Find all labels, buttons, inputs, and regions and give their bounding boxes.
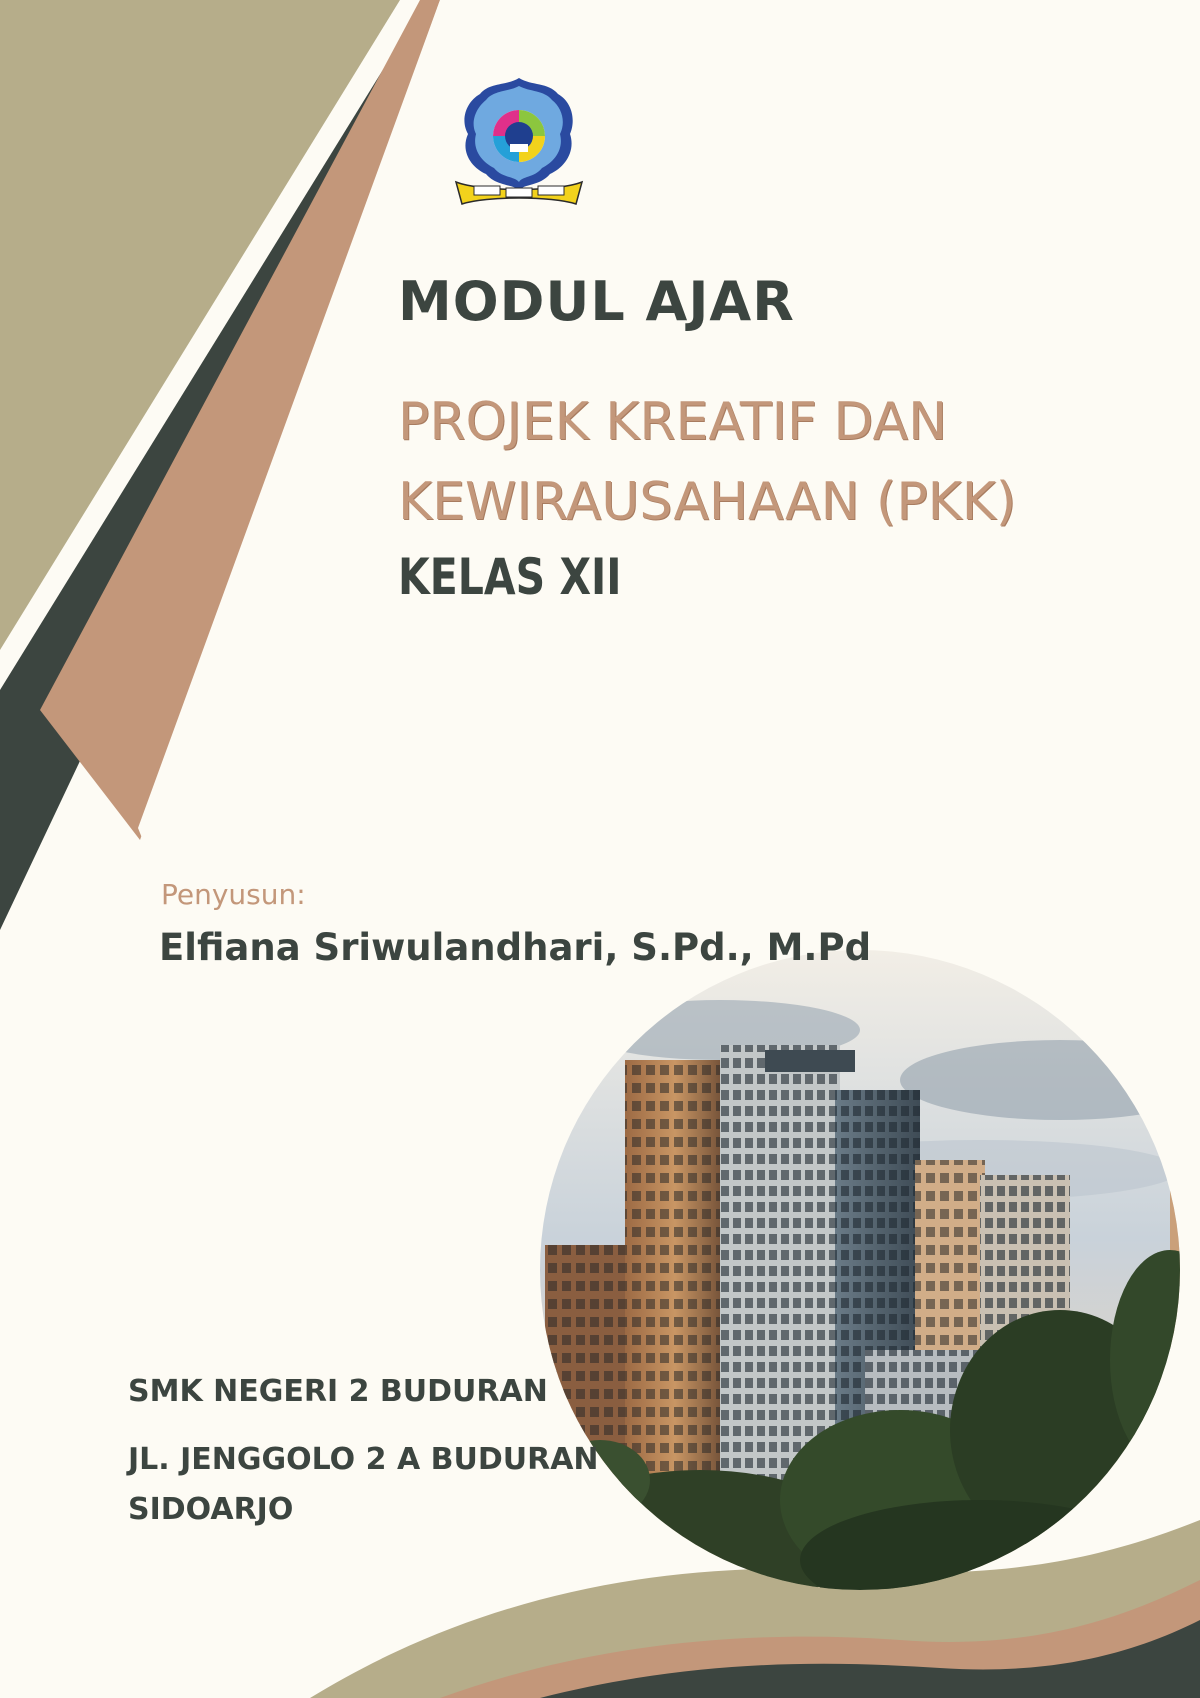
- subject-title-line-2: KEWIRAUSAHAAN (PKK): [398, 472, 1017, 532]
- page-title: MODUL AJAR: [398, 270, 795, 333]
- school-address-line-1: JL. JENGGOLO 2 A BUDURAN: [128, 1442, 599, 1477]
- left-wedge-shapes: [0, 0, 452, 930]
- school-name: SMK NEGERI 2 BUDURAN: [128, 1374, 548, 1409]
- author-label: Penyusun:: [161, 878, 306, 911]
- subject-title-line-1: PROJEK KREATIF DAN: [398, 392, 947, 452]
- city-buildings-photo: [540, 950, 1200, 1620]
- school-address-line-2: SIDOARJO: [128, 1492, 294, 1527]
- author-name: Elfiana Sriwulandhari, S.Pd., M.Pd: [159, 926, 872, 969]
- school-crest-icon: [452, 72, 586, 212]
- grade-label: KELAS XII: [398, 548, 622, 606]
